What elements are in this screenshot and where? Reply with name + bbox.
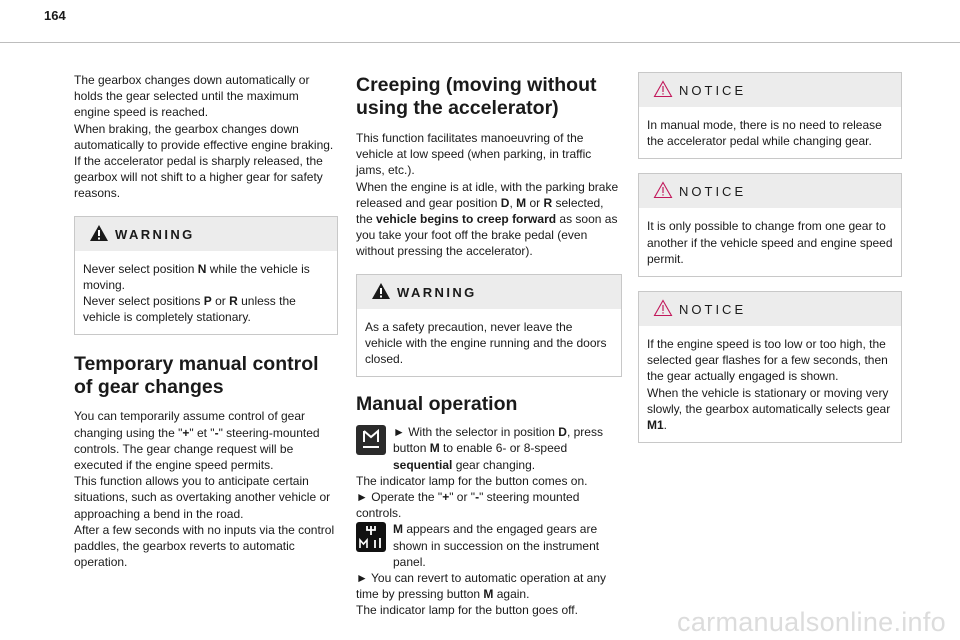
body-paragraph: ► You can revert to automatic operation at any time by pressing button M again. xyxy=(356,571,607,602)
section-heading: Temporary manual control of gear changes xyxy=(74,353,319,399)
instruction-with-icon xyxy=(356,424,622,473)
warning-box xyxy=(356,274,622,378)
gear-indicator-icon xyxy=(356,522,386,552)
notice-text: In manual mode, there is no need to release the accelerator pedal while changing gear. xyxy=(647,118,882,149)
section-heading: Creeping (moving without using the accelerator) xyxy=(356,74,597,119)
warning-title: WARNING xyxy=(397,284,477,300)
m-button-lamp-icon xyxy=(356,425,386,455)
body-paragraph: ► With the selector in position D, press button M to enable 6- or 8-speed sequential gear changing. xyxy=(393,425,603,472)
notice-icon xyxy=(653,80,673,98)
warning-text: Never select positions P or R unless the vehicle is completely stationary. xyxy=(83,294,296,325)
body-paragraph: After a few seconds with no inputs via the control paddles, the gearbox reverts to automatic operation. xyxy=(74,522,335,570)
body-paragraph: This function facilitates manoeuvring of the vehicle at low speed (when parking, in traffic jams, etc.). xyxy=(356,131,592,178)
notice-title: NOTICE xyxy=(679,83,747,98)
notice-title: NOTICE xyxy=(679,184,747,200)
body-paragraph: ► Operate the "+" or "-" steering mounted controls. xyxy=(356,490,580,521)
notice-box xyxy=(638,173,902,277)
column-2 xyxy=(356,74,622,619)
section-heading: Manual operation xyxy=(356,393,518,416)
notice-text: It is only possible to change from one gear to another if the vehicle speed and engine speed permit. xyxy=(647,219,893,266)
intro-paragraph: If the accelerator pedal is sharply released, the gearbox will not shift to a higher gear for safety reasons. xyxy=(74,154,323,201)
notice-icon xyxy=(653,181,673,199)
column-1 xyxy=(74,72,338,570)
warning-title: WARNING xyxy=(115,226,195,242)
page-number: 164 xyxy=(44,8,66,23)
body-paragraph: When the engine is at idle, with the parking brake released and gear position D, M or R selected, the vehicle begins to creep forward as soon as you take your foot off the brake pedal (even without pressing the accelerator). xyxy=(356,179,619,259)
warning-box xyxy=(74,216,338,336)
notice-text: If the engine speed is too low or too high, the selected gear flashes for a few seconds, then the gear actually engaged is shown. xyxy=(647,337,888,384)
notice-title: NOTICE xyxy=(679,302,747,318)
body-paragraph: You can temporarily assume control of gear changing using the "+" et "-" steering-mounted controls. The gear change request will be executed if the engine speed permits. xyxy=(74,409,320,473)
warning-icon xyxy=(89,224,109,242)
column-3 xyxy=(638,72,902,457)
notice-icon xyxy=(653,299,673,317)
body-paragraph: The indicator lamp for the button comes on. xyxy=(356,473,588,488)
warning-icon xyxy=(371,282,391,300)
intro-paragraph: The gearbox changes down automatically or holds the gear selected until the maximum engine speed is reached. xyxy=(74,73,310,120)
body-paragraph: M appears and the engaged gears are shown in succession on the instrument panel. xyxy=(393,522,600,569)
body-paragraph: The indicator lamp for the button goes off. xyxy=(356,603,578,618)
notice-text: When the vehicle is stationary or moving very slowly, the gearbox automatically selects gear M1. xyxy=(647,385,891,433)
body-paragraph: This function allows you to anticipate certain situations, such as overtaking another vehicle or approaching a bend in the road. xyxy=(74,474,331,521)
intro-paragraph: When braking, the gearbox changes down automatically to provide effective engine braking. xyxy=(74,121,334,152)
instruction-with-icon xyxy=(356,521,622,570)
watermark: carmanualsonline.info xyxy=(677,607,946,637)
warning-text: As a safety precaution, never leave the vehicle with the engine running and the doors closed. xyxy=(365,319,607,367)
header-rule xyxy=(0,42,960,43)
notice-box xyxy=(638,72,902,159)
warning-text: Never select position N while the vehicle is moving. xyxy=(83,261,310,292)
notice-box xyxy=(638,291,902,443)
